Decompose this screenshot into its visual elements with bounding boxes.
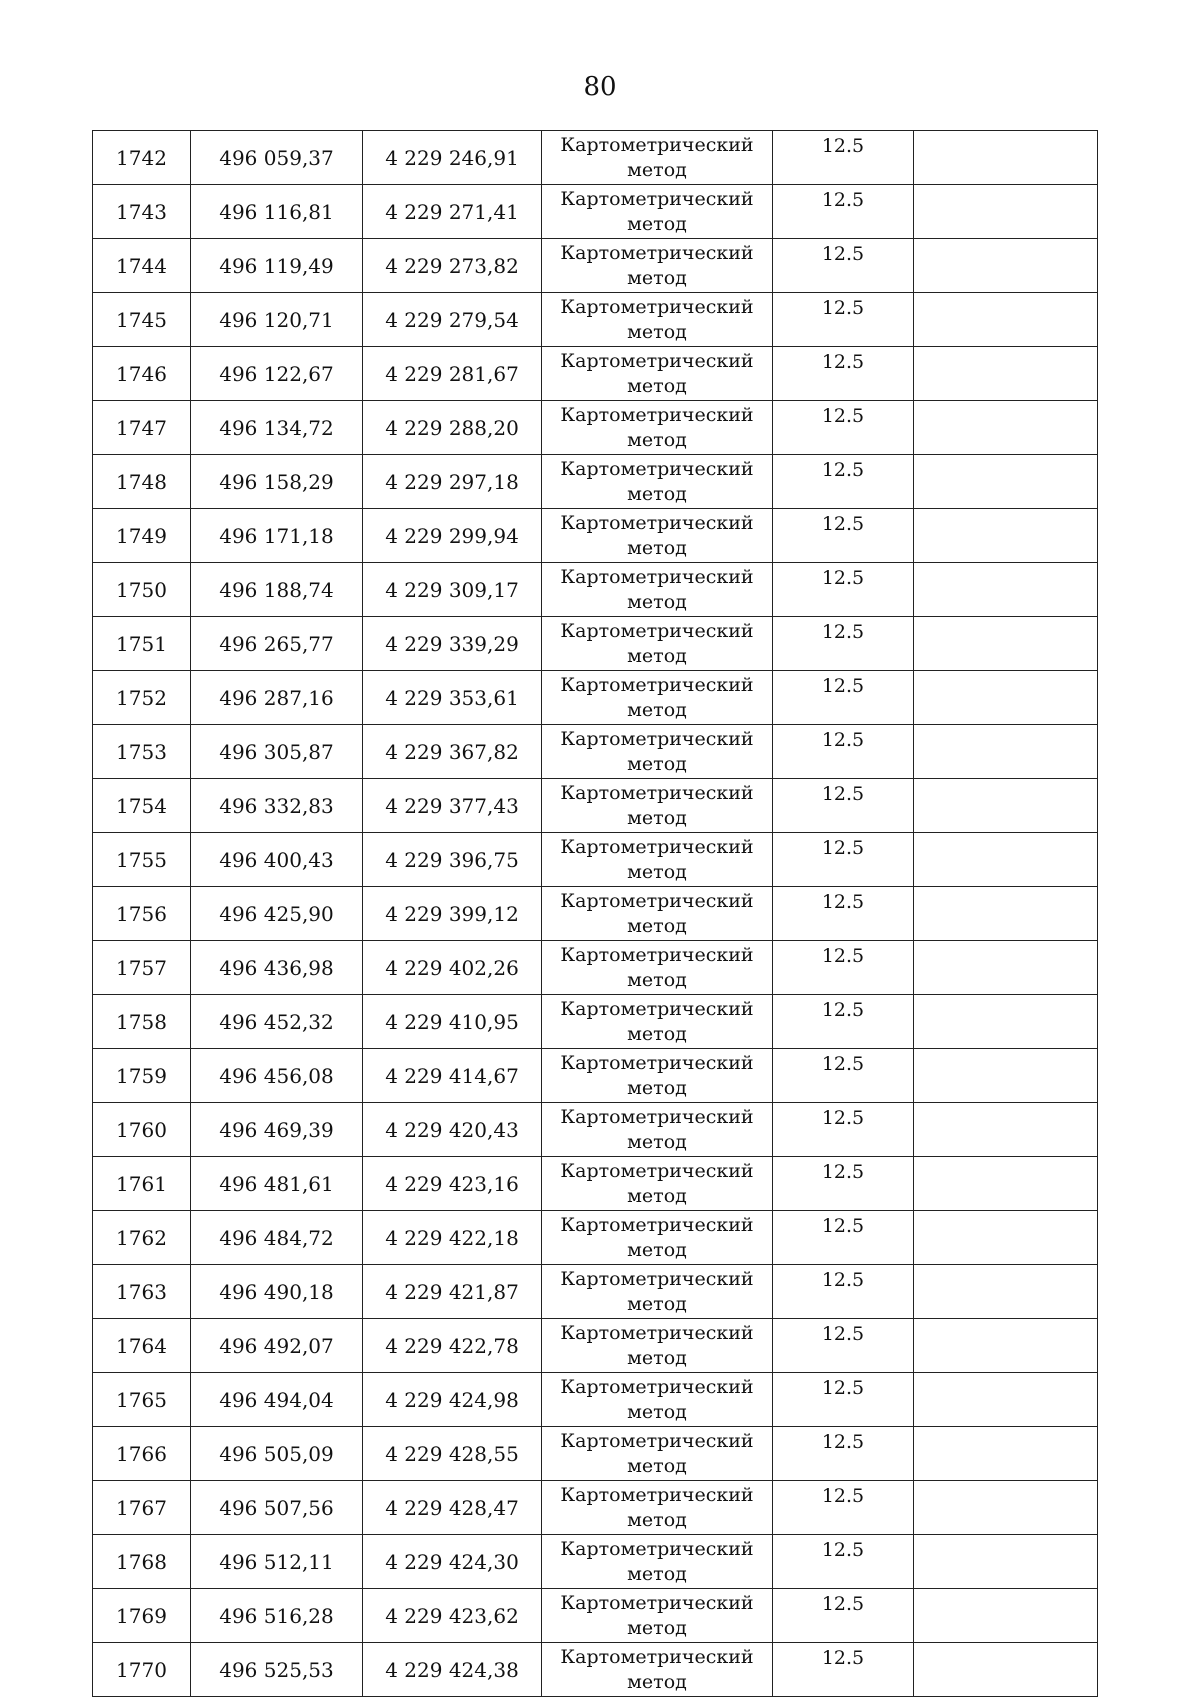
point-number-cell: 1760: [93, 1103, 191, 1157]
point-number-cell: 1770: [93, 1643, 191, 1697]
x-coordinate-cell: 496 305,87: [191, 725, 363, 779]
x-coordinate-cell: 496 059,37: [191, 131, 363, 185]
note-cell: [914, 509, 1098, 563]
point-number-cell: 1752: [93, 671, 191, 725]
table-row: [93, 1265, 1098, 1319]
note-cell: [914, 239, 1098, 293]
x-coordinate-cell: 496 120,71: [191, 293, 363, 347]
y-coordinate-cell: 4 229 424,38: [363, 1643, 542, 1697]
y-coordinate-cell: 4 229 339,29: [363, 617, 542, 671]
note-cell: [914, 1589, 1098, 1643]
method-cell: Картометрический метод: [542, 347, 773, 401]
x-coordinate-cell: 496 287,16: [191, 671, 363, 725]
method-cell: Картометрический метод: [542, 293, 773, 347]
table-row: [93, 1481, 1098, 1535]
table-row: [93, 1589, 1098, 1643]
method-cell: Картометрический метод: [542, 1049, 773, 1103]
method-cell: Картометрический метод: [542, 617, 773, 671]
accuracy-cell: 12.5: [773, 1049, 914, 1103]
accuracy-cell: 12.5: [773, 1373, 914, 1427]
method-cell: Картометрический метод: [542, 1157, 773, 1211]
y-coordinate-cell: 4 229 422,78: [363, 1319, 542, 1373]
point-number-cell: 1761: [93, 1157, 191, 1211]
point-number-cell: 1758: [93, 995, 191, 1049]
x-coordinate-cell: 496 436,98: [191, 941, 363, 995]
note-cell: [914, 185, 1098, 239]
table-row: [93, 617, 1098, 671]
table-row: [93, 779, 1098, 833]
point-number-cell: 1748: [93, 455, 191, 509]
table-row: [93, 671, 1098, 725]
note-cell: [914, 347, 1098, 401]
y-coordinate-cell: 4 229 420,43: [363, 1103, 542, 1157]
accuracy-cell: 12.5: [773, 509, 914, 563]
method-cell: Картометрический метод: [542, 887, 773, 941]
method-cell: Картометрический метод: [542, 509, 773, 563]
x-coordinate-cell: 496 484,72: [191, 1211, 363, 1265]
accuracy-cell: 12.5: [773, 725, 914, 779]
accuracy-cell: 12.5: [773, 293, 914, 347]
coordinates-table: [92, 130, 1098, 1697]
note-cell: [914, 1319, 1098, 1373]
accuracy-cell: 12.5: [773, 941, 914, 995]
x-coordinate-cell: 496 171,18: [191, 509, 363, 563]
x-coordinate-cell: 496 469,39: [191, 1103, 363, 1157]
x-coordinate-cell: 496 492,07: [191, 1319, 363, 1373]
point-number-cell: 1754: [93, 779, 191, 833]
accuracy-cell: 12.5: [773, 347, 914, 401]
table-row: [93, 725, 1098, 779]
point-number-cell: 1747: [93, 401, 191, 455]
point-number-cell: 1762: [93, 1211, 191, 1265]
method-cell: Картометрический метод: [542, 1103, 773, 1157]
point-number-cell: 1751: [93, 617, 191, 671]
point-number-cell: 1745: [93, 293, 191, 347]
table-row: [93, 887, 1098, 941]
y-coordinate-cell: 4 229 279,54: [363, 293, 542, 347]
method-cell: Картометрический метод: [542, 185, 773, 239]
method-cell: Картометрический метод: [542, 941, 773, 995]
y-coordinate-cell: 4 229 353,61: [363, 671, 542, 725]
accuracy-cell: 12.5: [773, 1535, 914, 1589]
point-number-cell: 1743: [93, 185, 191, 239]
y-coordinate-cell: 4 229 377,43: [363, 779, 542, 833]
point-number-cell: 1753: [93, 725, 191, 779]
y-coordinate-cell: 4 229 428,55: [363, 1427, 542, 1481]
y-coordinate-cell: 4 229 288,20: [363, 401, 542, 455]
note-cell: [914, 1211, 1098, 1265]
point-number-cell: 1768: [93, 1535, 191, 1589]
x-coordinate-cell: 496 134,72: [191, 401, 363, 455]
point-number-cell: 1746: [93, 347, 191, 401]
note-cell: [914, 671, 1098, 725]
note-cell: [914, 887, 1098, 941]
accuracy-cell: 12.5: [773, 995, 914, 1049]
point-number-cell: 1749: [93, 509, 191, 563]
table-row: [93, 455, 1098, 509]
method-cell: Картометрический метод: [542, 779, 773, 833]
table-row: [93, 1157, 1098, 1211]
method-cell: Картометрический метод: [542, 1211, 773, 1265]
point-number-cell: 1765: [93, 1373, 191, 1427]
table-row: [93, 1535, 1098, 1589]
point-number-cell: 1764: [93, 1319, 191, 1373]
y-coordinate-cell: 4 229 399,12: [363, 887, 542, 941]
accuracy-cell: 12.5: [773, 887, 914, 941]
method-cell: Картометрический метод: [542, 1589, 773, 1643]
point-number-cell: 1766: [93, 1427, 191, 1481]
method-cell: Картометрический метод: [542, 833, 773, 887]
table-row: [93, 1319, 1098, 1373]
point-number-cell: 1763: [93, 1265, 191, 1319]
table-row: [93, 1049, 1098, 1103]
accuracy-cell: 12.5: [773, 1589, 914, 1643]
y-coordinate-cell: 4 229 423,62: [363, 1589, 542, 1643]
method-cell: Картометрический метод: [542, 401, 773, 455]
x-coordinate-cell: 496 490,18: [191, 1265, 363, 1319]
accuracy-cell: 12.5: [773, 617, 914, 671]
method-cell: Картометрический метод: [542, 131, 773, 185]
y-coordinate-cell: 4 229 402,26: [363, 941, 542, 995]
note-cell: [914, 1643, 1098, 1697]
x-coordinate-cell: 496 505,09: [191, 1427, 363, 1481]
y-coordinate-cell: 4 229 428,47: [363, 1481, 542, 1535]
y-coordinate-cell: 4 229 367,82: [363, 725, 542, 779]
x-coordinate-cell: 496 516,28: [191, 1589, 363, 1643]
x-coordinate-cell: 496 400,43: [191, 833, 363, 887]
method-cell: Картометрический метод: [542, 1535, 773, 1589]
accuracy-cell: 12.5: [773, 131, 914, 185]
point-number-cell: 1757: [93, 941, 191, 995]
note-cell: [914, 1481, 1098, 1535]
y-coordinate-cell: 4 229 281,67: [363, 347, 542, 401]
note-cell: [914, 1103, 1098, 1157]
table-row: [93, 293, 1098, 347]
coordinates-table-body: [93, 131, 1098, 1697]
note-cell: [914, 617, 1098, 671]
method-cell: Картометрический метод: [542, 239, 773, 293]
x-coordinate-cell: 496 525,53: [191, 1643, 363, 1697]
x-coordinate-cell: 496 481,61: [191, 1157, 363, 1211]
y-coordinate-cell: 4 229 297,18: [363, 455, 542, 509]
y-coordinate-cell: 4 229 271,41: [363, 185, 542, 239]
accuracy-cell: 12.5: [773, 455, 914, 509]
y-coordinate-cell: 4 229 396,75: [363, 833, 542, 887]
y-coordinate-cell: 4 229 246,91: [363, 131, 542, 185]
y-coordinate-cell: 4 229 424,30: [363, 1535, 542, 1589]
note-cell: [914, 1049, 1098, 1103]
accuracy-cell: 12.5: [773, 1481, 914, 1535]
accuracy-cell: 12.5: [773, 239, 914, 293]
note-cell: [914, 401, 1098, 455]
accuracy-cell: 12.5: [773, 1319, 914, 1373]
table-row: [93, 347, 1098, 401]
y-coordinate-cell: 4 229 423,16: [363, 1157, 542, 1211]
y-coordinate-cell: 4 229 309,17: [363, 563, 542, 617]
accuracy-cell: 12.5: [773, 1157, 914, 1211]
accuracy-cell: 12.5: [773, 833, 914, 887]
note-cell: [914, 131, 1098, 185]
x-coordinate-cell: 496 512,11: [191, 1535, 363, 1589]
method-cell: Картометрический метод: [542, 1319, 773, 1373]
point-number-cell: 1769: [93, 1589, 191, 1643]
accuracy-cell: 12.5: [773, 779, 914, 833]
method-cell: Картометрический метод: [542, 455, 773, 509]
table-row: [93, 185, 1098, 239]
note-cell: [914, 779, 1098, 833]
y-coordinate-cell: 4 229 299,94: [363, 509, 542, 563]
x-coordinate-cell: 496 507,56: [191, 1481, 363, 1535]
x-coordinate-cell: 496 116,81: [191, 185, 363, 239]
x-coordinate-cell: 496 188,74: [191, 563, 363, 617]
note-cell: [914, 725, 1098, 779]
table-row: [93, 401, 1098, 455]
method-cell: Картометрический метод: [542, 1427, 773, 1481]
point-number-cell: 1742: [93, 131, 191, 185]
y-coordinate-cell: 4 229 414,67: [363, 1049, 542, 1103]
method-cell: Картометрический метод: [542, 671, 773, 725]
table-row: [93, 1103, 1098, 1157]
note-cell: [914, 563, 1098, 617]
x-coordinate-cell: 496 119,49: [191, 239, 363, 293]
point-number-cell: 1744: [93, 239, 191, 293]
table-row: [93, 995, 1098, 1049]
table-row: [93, 1373, 1098, 1427]
note-cell: [914, 1157, 1098, 1211]
point-number-cell: 1755: [93, 833, 191, 887]
table-row: [93, 833, 1098, 887]
note-cell: [914, 1265, 1098, 1319]
page-number: 80: [583, 72, 617, 102]
note-cell: [914, 1535, 1098, 1589]
method-cell: Картометрический метод: [542, 1265, 773, 1319]
note-cell: [914, 995, 1098, 1049]
note-cell: [914, 1373, 1098, 1427]
accuracy-cell: 12.5: [773, 1265, 914, 1319]
accuracy-cell: 12.5: [773, 401, 914, 455]
method-cell: Картометрический метод: [542, 1481, 773, 1535]
note-cell: [914, 833, 1098, 887]
table-row: [93, 509, 1098, 563]
table-row: [93, 1427, 1098, 1481]
table-row: [93, 1211, 1098, 1265]
point-number-cell: 1756: [93, 887, 191, 941]
x-coordinate-cell: 496 452,32: [191, 995, 363, 1049]
x-coordinate-cell: 496 122,67: [191, 347, 363, 401]
y-coordinate-cell: 4 229 410,95: [363, 995, 542, 1049]
accuracy-cell: 12.5: [773, 1211, 914, 1265]
point-number-cell: 1750: [93, 563, 191, 617]
accuracy-cell: 12.5: [773, 671, 914, 725]
y-coordinate-cell: 4 229 424,98: [363, 1373, 542, 1427]
x-coordinate-cell: 496 494,04: [191, 1373, 363, 1427]
y-coordinate-cell: 4 229 422,18: [363, 1211, 542, 1265]
x-coordinate-cell: 496 265,77: [191, 617, 363, 671]
table-row: [93, 1643, 1098, 1697]
table-row: [93, 941, 1098, 995]
method-cell: Картометрический метод: [542, 725, 773, 779]
y-coordinate-cell: 4 229 421,87: [363, 1265, 542, 1319]
x-coordinate-cell: 496 158,29: [191, 455, 363, 509]
table-row: [93, 131, 1098, 185]
method-cell: Картометрический метод: [542, 995, 773, 1049]
method-cell: Картометрический метод: [542, 1373, 773, 1427]
accuracy-cell: 12.5: [773, 1643, 914, 1697]
y-coordinate-cell: 4 229 273,82: [363, 239, 542, 293]
note-cell: [914, 455, 1098, 509]
accuracy-cell: 12.5: [773, 1103, 914, 1157]
accuracy-cell: 12.5: [773, 185, 914, 239]
note-cell: [914, 1427, 1098, 1481]
table-row: [93, 239, 1098, 293]
x-coordinate-cell: 496 425,90: [191, 887, 363, 941]
note-cell: [914, 293, 1098, 347]
point-number-cell: 1759: [93, 1049, 191, 1103]
point-number-cell: 1767: [93, 1481, 191, 1535]
accuracy-cell: 12.5: [773, 563, 914, 617]
accuracy-cell: 12.5: [773, 1427, 914, 1481]
method-cell: Картометрический метод: [542, 1643, 773, 1697]
x-coordinate-cell: 496 332,83: [191, 779, 363, 833]
note-cell: [914, 941, 1098, 995]
table-row: [93, 563, 1098, 617]
method-cell: Картометрический метод: [542, 563, 773, 617]
x-coordinate-cell: 496 456,08: [191, 1049, 363, 1103]
